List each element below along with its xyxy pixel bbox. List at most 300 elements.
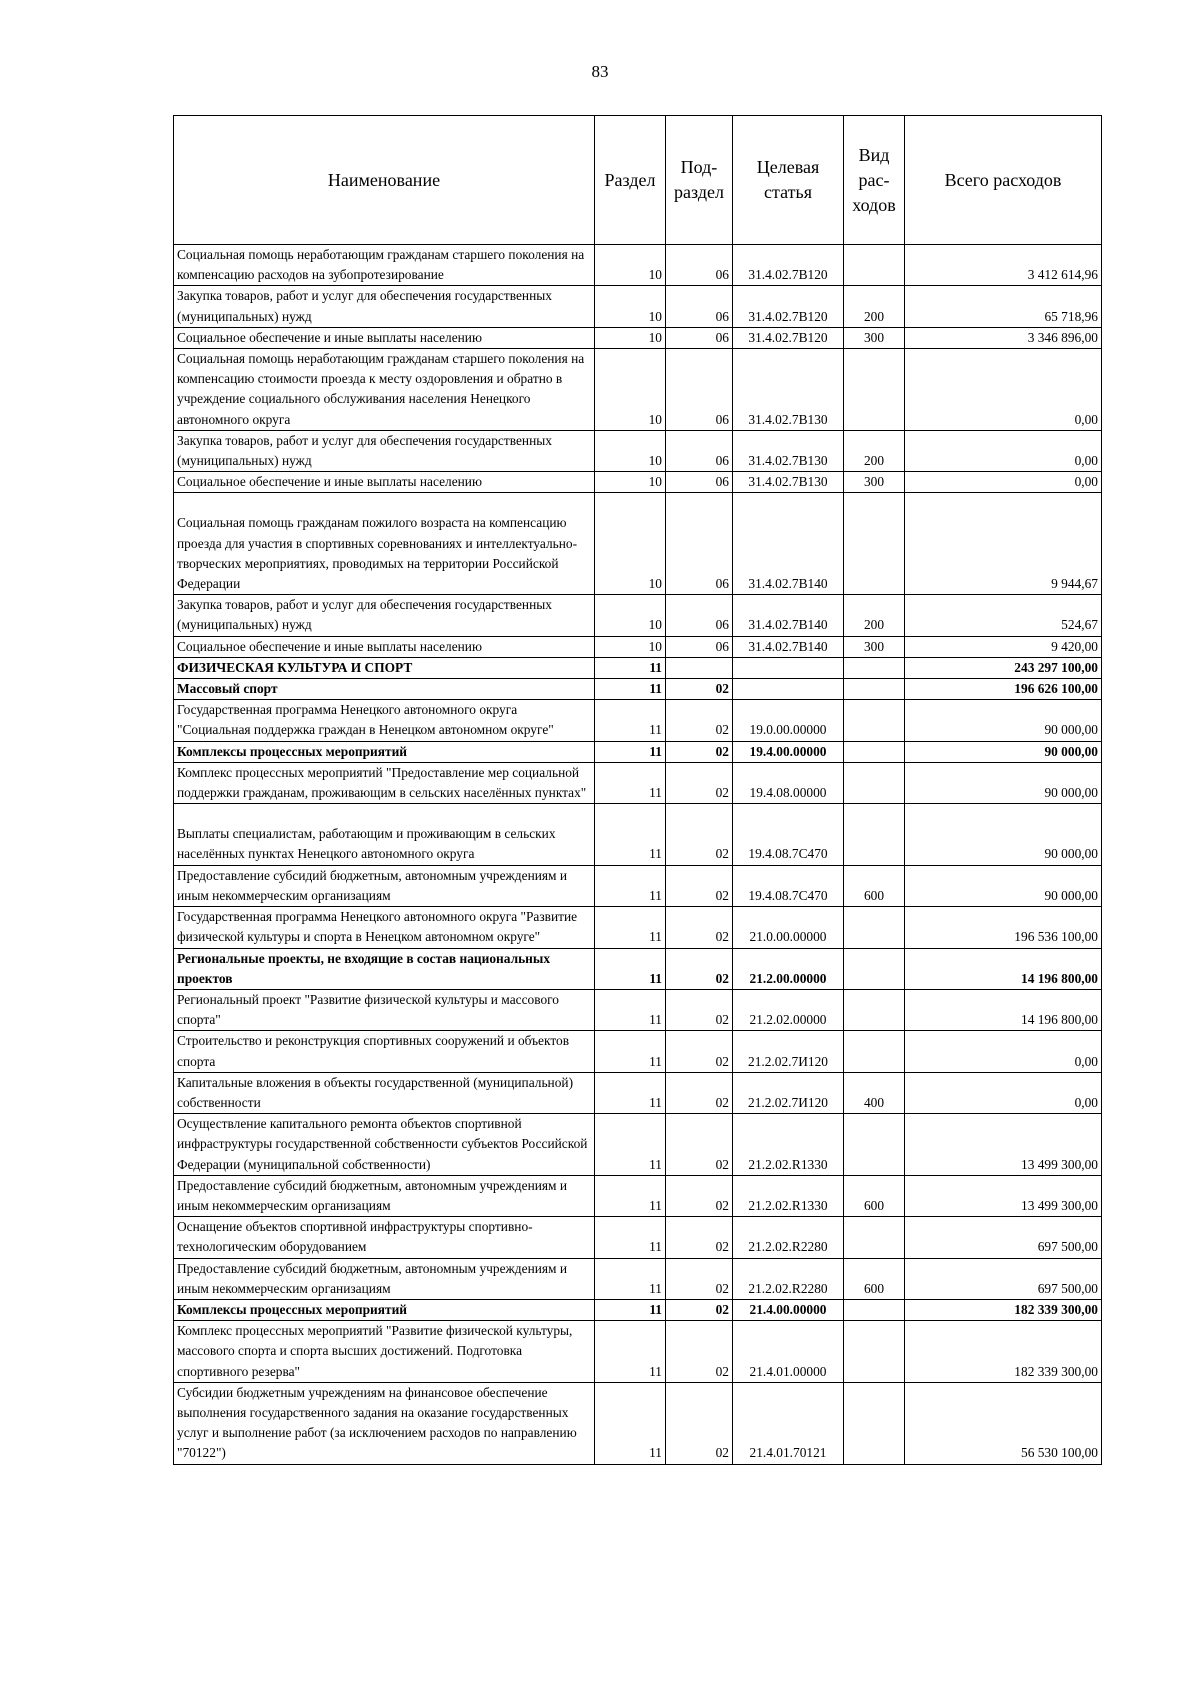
cell-total-text: 90 000,00 bbox=[1044, 846, 1098, 862]
table-row bbox=[174, 989, 1102, 1030]
header-name: Наименование bbox=[174, 116, 595, 245]
cell-total-text: 3 412 614,96 bbox=[1027, 267, 1098, 283]
cell-podrazdel-text: 06 bbox=[715, 267, 729, 283]
cell-celevaya-text: 21.2.02.7И120 bbox=[748, 1053, 828, 1069]
cell-name-text: Предоставление субсидий бюджетным, автономным учреждениям и иным некоммерческим организациям bbox=[177, 1177, 568, 1213]
cell-razdel bbox=[595, 804, 666, 865]
cell-vid bbox=[844, 989, 905, 1030]
cell-vid-text: 600 bbox=[863, 1197, 885, 1213]
cell-total-text: 13 499 300,00 bbox=[1021, 1197, 1098, 1213]
cell-podrazdel-text: 02 bbox=[715, 1363, 729, 1379]
cell-podrazdel bbox=[666, 1114, 733, 1176]
cell-total-text: 0,00 bbox=[1074, 411, 1098, 427]
cell-celevaya bbox=[733, 700, 844, 741]
cell-total-text: 90 000,00 bbox=[1044, 743, 1098, 759]
cell-podrazdel bbox=[666, 989, 733, 1030]
cell-total-text: 196 626 100,00 bbox=[1014, 681, 1098, 697]
table-row bbox=[174, 679, 1102, 700]
cell-total-text: 243 297 100,00 bbox=[1014, 659, 1098, 675]
cell-podrazdel bbox=[666, 804, 733, 865]
cell-vid bbox=[844, 1114, 905, 1176]
cell-total-text: 0,00 bbox=[1074, 1053, 1098, 1069]
cell-vid bbox=[844, 1299, 905, 1320]
cell-name bbox=[174, 595, 595, 636]
cell-total-text: 90 000,00 bbox=[1044, 887, 1098, 903]
cell-razdel bbox=[595, 1217, 666, 1258]
cell-razdel bbox=[595, 493, 666, 595]
cell-name-text: Региональные проекты, не входящие в состав национальных проектов bbox=[177, 950, 551, 986]
table-row bbox=[174, 245, 1102, 286]
cell-vid-text: 200 bbox=[863, 308, 885, 324]
cell-razdel bbox=[595, 430, 666, 471]
cell-name-text: ФИЗИЧЕСКАЯ КУЛЬТУРА И СПОРТ bbox=[177, 659, 413, 675]
cell-name bbox=[174, 1217, 595, 1258]
cell-razdel bbox=[595, 989, 666, 1030]
cell-vid-text: 400 bbox=[863, 1094, 885, 1110]
cell-celevaya-text: 31.4.02.7В120 bbox=[748, 308, 828, 324]
cell-total-text: 56 530 100,00 bbox=[1021, 1445, 1098, 1461]
table-row bbox=[174, 804, 1102, 865]
cell-vid bbox=[844, 327, 905, 348]
cell-total bbox=[905, 493, 1102, 595]
cell-razdel bbox=[595, 762, 666, 803]
cell-total-text: 13 499 300,00 bbox=[1021, 1156, 1098, 1172]
cell-celevaya-text: 21.0.00.00000 bbox=[749, 929, 827, 945]
cell-total bbox=[905, 741, 1102, 762]
table-row bbox=[174, 472, 1102, 493]
cell-razdel-text: 11 bbox=[649, 1280, 662, 1296]
cell-razdel bbox=[595, 1072, 666, 1113]
table-row bbox=[174, 493, 1102, 595]
cell-celevaya bbox=[733, 1382, 844, 1464]
cell-total-text: 65 718,96 bbox=[1044, 308, 1098, 324]
cell-razdel-text: 10 bbox=[648, 617, 662, 633]
cell-podrazdel-text: 02 bbox=[715, 1094, 729, 1110]
cell-razdel-text: 11 bbox=[649, 1012, 662, 1028]
cell-razdel bbox=[595, 286, 666, 327]
cell-podrazdel bbox=[666, 286, 733, 327]
cell-vid bbox=[844, 1175, 905, 1216]
cell-celevaya-text: 31.4.02.7В120 bbox=[748, 267, 828, 283]
cell-razdel-text: 11 bbox=[649, 659, 662, 675]
cell-razdel bbox=[595, 700, 666, 741]
table-row bbox=[174, 595, 1102, 636]
cell-celevaya bbox=[733, 948, 844, 989]
cell-total bbox=[905, 1031, 1102, 1072]
cell-name-text: Комплекс процессных мероприятий "Предоставление мер социальной поддержки гражданам, проживающим в сельских населённых пунктах" bbox=[177, 764, 587, 801]
cell-name bbox=[174, 1299, 595, 1320]
cell-total bbox=[905, 595, 1102, 636]
cell-name bbox=[174, 1031, 595, 1072]
header-vid: Вид рас-ходов bbox=[844, 116, 905, 245]
cell-razdel-text: 11 bbox=[649, 681, 662, 697]
cell-celevaya bbox=[733, 430, 844, 471]
cell-total-text: 90 000,00 bbox=[1044, 785, 1098, 801]
table-body bbox=[174, 245, 1102, 1465]
cell-razdel bbox=[595, 636, 666, 657]
cell-razdel-text: 10 bbox=[648, 453, 662, 469]
cell-total bbox=[905, 700, 1102, 741]
table-row bbox=[174, 1031, 1102, 1072]
cell-celevaya bbox=[733, 865, 844, 906]
cell-total bbox=[905, 327, 1102, 348]
cell-vid bbox=[844, 1031, 905, 1072]
cell-celevaya bbox=[733, 493, 844, 595]
cell-name bbox=[174, 700, 595, 741]
table-row bbox=[174, 1217, 1102, 1258]
cell-celevaya-text: 31.4.02.7В130 bbox=[748, 474, 828, 490]
cell-vid bbox=[844, 1072, 905, 1113]
cell-total bbox=[905, 657, 1102, 678]
cell-vid bbox=[844, 1321, 905, 1383]
table-row bbox=[174, 1114, 1102, 1176]
cell-name-text: Государственная программа Ненецкого автономного округа "Развитие физической культуры и спорта в Ненецком автономном округе" bbox=[177, 909, 578, 945]
table-row bbox=[174, 948, 1102, 989]
cell-podrazdel bbox=[666, 1321, 733, 1383]
cell-razdel-text: 11 bbox=[649, 929, 662, 945]
cell-podrazdel-text: 06 bbox=[715, 617, 729, 633]
table-row bbox=[174, 657, 1102, 678]
cell-total bbox=[905, 804, 1102, 865]
cell-razdel bbox=[595, 595, 666, 636]
table-row bbox=[174, 286, 1102, 327]
cell-name bbox=[174, 245, 595, 286]
cell-name bbox=[174, 1114, 595, 1176]
cell-vid bbox=[844, 948, 905, 989]
cell-celevaya-text: 19.4.08.7С470 bbox=[748, 887, 828, 903]
cell-celevaya bbox=[733, 1258, 844, 1299]
table-row bbox=[174, 907, 1102, 948]
cell-celevaya-text: 21.4.01.70121 bbox=[749, 1445, 827, 1461]
cell-celevaya bbox=[733, 989, 844, 1030]
cell-vid bbox=[844, 595, 905, 636]
cell-total-text: 0,00 bbox=[1074, 474, 1098, 490]
cell-celevaya bbox=[733, 907, 844, 948]
cell-name-text: Социальная помощь неработающим гражданам старшего поколения на компенсацию стоимости проезда к месту оздоровления и обратно в учреждение социального обслуживания населения Ненецкого автономного округа bbox=[177, 351, 585, 427]
table-row bbox=[174, 762, 1102, 803]
cell-razdel-text: 11 bbox=[649, 743, 662, 759]
cell-podrazdel-text: 02 bbox=[715, 970, 729, 986]
cell-celevaya bbox=[733, 679, 844, 700]
cell-celevaya-text: 31.4.02.7В140 bbox=[748, 617, 828, 633]
cell-razdel-text: 11 bbox=[649, 1197, 662, 1213]
cell-razdel bbox=[595, 907, 666, 948]
cell-podrazdel bbox=[666, 679, 733, 700]
cell-razdel-text: 11 bbox=[649, 1053, 662, 1069]
cell-total bbox=[905, 1072, 1102, 1113]
cell-total bbox=[905, 1175, 1102, 1216]
cell-podrazdel bbox=[666, 762, 733, 803]
cell-total bbox=[905, 762, 1102, 803]
cell-name-text: Массовый спорт bbox=[177, 681, 278, 697]
cell-name bbox=[174, 636, 595, 657]
cell-name bbox=[174, 493, 595, 595]
cell-podrazdel bbox=[666, 472, 733, 493]
cell-celevaya-text: 21.2.02.R1330 bbox=[748, 1197, 828, 1213]
cell-vid-text: 300 bbox=[863, 638, 885, 654]
cell-total bbox=[905, 1382, 1102, 1464]
cell-razdel-text: 10 bbox=[648, 308, 662, 324]
cell-razdel bbox=[595, 865, 666, 906]
cell-podrazdel bbox=[666, 657, 733, 678]
cell-razdel bbox=[595, 948, 666, 989]
cell-razdel-text: 11 bbox=[649, 722, 662, 738]
cell-name-text: Закупка товаров, работ и услуг для обеспечения государственных (муниципальных) нужд bbox=[177, 288, 552, 324]
cell-name-text: Государственная программа Ненецкого автономного округа "Социальная поддержка граждан в Ненецком автономном округе" bbox=[177, 702, 554, 738]
cell-total bbox=[905, 349, 1102, 431]
cell-celevaya bbox=[733, 1299, 844, 1320]
cell-razdel bbox=[595, 327, 666, 348]
cell-vid bbox=[844, 245, 905, 286]
table-header bbox=[174, 116, 1102, 245]
cell-name bbox=[174, 989, 595, 1030]
cell-celevaya-text: 21.2.02.7И120 bbox=[748, 1094, 828, 1110]
cell-razdel-text: 10 bbox=[648, 329, 662, 345]
cell-podrazdel bbox=[666, 493, 733, 595]
cell-razdel-text: 11 bbox=[649, 1363, 662, 1379]
cell-vid bbox=[844, 349, 905, 431]
cell-podrazdel-text: 06 bbox=[715, 411, 729, 427]
cell-podrazdel-text: 02 bbox=[715, 1053, 729, 1069]
cell-celevaya bbox=[733, 657, 844, 678]
cell-podrazdel bbox=[666, 741, 733, 762]
cell-celevaya bbox=[733, 1175, 844, 1216]
cell-podrazdel bbox=[666, 327, 733, 348]
cell-name bbox=[174, 1072, 595, 1113]
cell-razdel-text: 11 bbox=[649, 887, 662, 903]
cell-vid bbox=[844, 762, 905, 803]
cell-vid bbox=[844, 657, 905, 678]
cell-total bbox=[905, 989, 1102, 1030]
budget-table bbox=[173, 115, 1102, 1465]
cell-vid bbox=[844, 493, 905, 595]
cell-celevaya bbox=[733, 1321, 844, 1383]
cell-total bbox=[905, 679, 1102, 700]
cell-celevaya bbox=[733, 1217, 844, 1258]
cell-total-text: 14 196 800,00 bbox=[1021, 1012, 1098, 1028]
cell-celevaya bbox=[733, 762, 844, 803]
header-celevaya: Целевая статья bbox=[733, 116, 844, 245]
cell-celevaya bbox=[733, 741, 844, 762]
cell-name-text: Социальная помощь гражданам пожилого возраста на компенсацию проезда для участия в спортивных соревнованиях и интеллектуально-творческих мероприятиях, проводимых на территории Российской Федерации bbox=[177, 515, 578, 592]
header-razdel: Раздел bbox=[595, 116, 666, 245]
cell-celevaya-text: 31.4.02.7В130 bbox=[748, 453, 828, 469]
cell-podrazdel bbox=[666, 907, 733, 948]
cell-podrazdel-text: 02 bbox=[715, 1239, 729, 1255]
cell-total-text: 9 420,00 bbox=[1051, 638, 1098, 654]
cell-vid-text: 600 bbox=[863, 1280, 885, 1296]
cell-total-text: 9 944,67 bbox=[1051, 576, 1098, 592]
cell-vid bbox=[844, 679, 905, 700]
cell-razdel bbox=[595, 1382, 666, 1464]
cell-name bbox=[174, 430, 595, 471]
cell-name-text: Строительство и реконструкция спортивных сооружений и объектов спорта bbox=[177, 1033, 570, 1069]
cell-celevaya bbox=[733, 1114, 844, 1176]
cell-razdel-text: 11 bbox=[649, 846, 662, 862]
cell-podrazdel bbox=[666, 1031, 733, 1072]
cell-podrazdel bbox=[666, 1258, 733, 1299]
cell-celevaya-text: 31.4.02.7В130 bbox=[748, 411, 828, 427]
cell-total bbox=[905, 865, 1102, 906]
cell-celevaya-text: 31.4.02.7В120 bbox=[748, 329, 828, 345]
cell-total bbox=[905, 1114, 1102, 1176]
table-row bbox=[174, 741, 1102, 762]
cell-celevaya bbox=[733, 636, 844, 657]
cell-vid bbox=[844, 741, 905, 762]
cell-name-text: Социальное обеспечение и иные выплаты населению bbox=[177, 329, 482, 345]
cell-podrazdel bbox=[666, 430, 733, 471]
cell-total-text: 14 196 800,00 bbox=[1021, 970, 1098, 986]
cell-total-text: 524,67 bbox=[1061, 617, 1098, 633]
cell-celevaya bbox=[733, 472, 844, 493]
cell-name bbox=[174, 679, 595, 700]
cell-podrazdel-text: 06 bbox=[715, 576, 729, 592]
cell-razdel bbox=[595, 349, 666, 431]
cell-razdel-text: 11 bbox=[649, 1301, 662, 1317]
cell-vid-text: 200 bbox=[863, 453, 885, 469]
cell-celevaya-text: 19.0.00.00000 bbox=[749, 722, 827, 738]
cell-vid bbox=[844, 804, 905, 865]
cell-vid bbox=[844, 430, 905, 471]
cell-name bbox=[174, 762, 595, 803]
table-row bbox=[174, 430, 1102, 471]
cell-vid-text: 600 bbox=[863, 887, 885, 903]
cell-podrazdel bbox=[666, 349, 733, 431]
cell-celevaya bbox=[733, 349, 844, 431]
cell-razdel bbox=[595, 741, 666, 762]
cell-vid bbox=[844, 286, 905, 327]
table-row bbox=[174, 1175, 1102, 1216]
table-row bbox=[174, 1321, 1102, 1383]
cell-total-text: 697 500,00 bbox=[1037, 1280, 1098, 1296]
table-row bbox=[174, 865, 1102, 906]
cell-total bbox=[905, 1299, 1102, 1320]
cell-name bbox=[174, 657, 595, 678]
header-row bbox=[174, 116, 1102, 245]
cell-vid bbox=[844, 472, 905, 493]
cell-razdel-text: 11 bbox=[649, 970, 662, 986]
cell-name bbox=[174, 1321, 595, 1383]
table-row bbox=[174, 1072, 1102, 1113]
cell-podrazdel-text: 02 bbox=[715, 743, 729, 759]
cell-podrazdel-text: 06 bbox=[715, 453, 729, 469]
cell-razdel bbox=[595, 1031, 666, 1072]
cell-podrazdel-text: 06 bbox=[715, 308, 729, 324]
cell-name-text: Социальная помощь неработающим гражданам старшего поколения на компенсацию расходов на зубопротезирование bbox=[177, 247, 585, 283]
cell-podrazdel-text: 02 bbox=[715, 887, 729, 903]
cell-celevaya-text: 21.2.02.00000 bbox=[749, 1012, 827, 1028]
cell-podrazdel-text: 02 bbox=[715, 1280, 729, 1296]
table-row bbox=[174, 700, 1102, 741]
table-row bbox=[174, 349, 1102, 431]
cell-name bbox=[174, 741, 595, 762]
cell-total bbox=[905, 1321, 1102, 1383]
cell-celevaya-text: 19.4.00.00000 bbox=[749, 743, 827, 759]
cell-celevaya bbox=[733, 245, 844, 286]
cell-podrazdel bbox=[666, 1217, 733, 1258]
cell-name bbox=[174, 907, 595, 948]
cell-name-text: Предоставление субсидий бюджетным, автономным учреждениям и иным некоммерческим организациям bbox=[177, 867, 568, 903]
cell-razdel bbox=[595, 1321, 666, 1383]
cell-total-text: 182 339 300,00 bbox=[1014, 1301, 1098, 1317]
cell-razdel bbox=[595, 1114, 666, 1176]
cell-razdel-text: 11 bbox=[649, 1156, 662, 1172]
cell-razdel bbox=[595, 1258, 666, 1299]
cell-podrazdel-text: 02 bbox=[715, 846, 729, 862]
cell-podrazdel-text: 02 bbox=[715, 785, 729, 801]
cell-razdel-text: 10 bbox=[648, 474, 662, 490]
cell-total bbox=[905, 245, 1102, 286]
cell-podrazdel-text: 02 bbox=[715, 1197, 729, 1213]
cell-name bbox=[174, 286, 595, 327]
table-row bbox=[174, 1299, 1102, 1320]
cell-podrazdel bbox=[666, 948, 733, 989]
cell-name bbox=[174, 948, 595, 989]
cell-podrazdel bbox=[666, 245, 733, 286]
cell-celevaya bbox=[733, 595, 844, 636]
cell-vid bbox=[844, 700, 905, 741]
row-spacer bbox=[177, 493, 591, 513]
cell-razdel-text: 11 bbox=[649, 785, 662, 801]
cell-podrazdel bbox=[666, 1299, 733, 1320]
cell-podrazdel-text: 02 bbox=[715, 722, 729, 738]
cell-vid bbox=[844, 1382, 905, 1464]
cell-total bbox=[905, 430, 1102, 471]
cell-podrazdel-text: 02 bbox=[715, 1445, 729, 1461]
cell-name-text: Комплекс процессных мероприятий "Развитие физической культуры, массового спорта и спорта высших достижений. Подготовка спортивного резерва" bbox=[177, 1323, 573, 1379]
page-number: 83 bbox=[591, 62, 609, 81]
cell-celevaya-text: 19.4.08.7С470 bbox=[748, 846, 828, 862]
cell-total-text: 196 536 100,00 bbox=[1014, 929, 1098, 945]
cell-name-text: Оснащение объектов спортивной инфраструктуры спортивно-технологическим оборудованием bbox=[177, 1219, 533, 1255]
cell-celevaya-text: 31.4.02.7В140 bbox=[748, 576, 828, 592]
row-spacer bbox=[177, 804, 591, 824]
cell-vid bbox=[844, 636, 905, 657]
cell-total bbox=[905, 286, 1102, 327]
cell-podrazdel-text: 02 bbox=[715, 681, 729, 697]
cell-celevaya bbox=[733, 1031, 844, 1072]
cell-vid-text: 300 bbox=[863, 474, 885, 490]
cell-name-text: Выплаты специалистам, работающим и проживающим в сельских населённых пунктах Ненецкого автономного округа bbox=[177, 826, 556, 862]
cell-celevaya-text: 19.4.08.00000 bbox=[749, 785, 827, 801]
header-total: Всего расходов bbox=[905, 116, 1102, 245]
cell-podrazdel bbox=[666, 595, 733, 636]
cell-podrazdel-text: 02 bbox=[715, 1012, 729, 1028]
cell-total bbox=[905, 948, 1102, 989]
cell-name bbox=[174, 1175, 595, 1216]
cell-podrazdel-text: 06 bbox=[715, 329, 729, 345]
cell-name-text: Осуществление капитального ремонта объектов спортивной инфраструктуры государственной собственности субъектов Российской Федерации (муниципальной собственности) bbox=[177, 1116, 588, 1172]
cell-total bbox=[905, 636, 1102, 657]
cell-name-text: Закупка товаров, работ и услуг для обеспечения государственных (муниципальных) нужд bbox=[177, 432, 552, 469]
cell-celevaya-text: 21.2.02.R2280 bbox=[748, 1239, 828, 1255]
cell-podrazdel-text: 06 bbox=[715, 474, 729, 490]
header-podrazdel: Под-раздел bbox=[666, 116, 733, 245]
cell-name bbox=[174, 472, 595, 493]
cell-razdel-text: 11 bbox=[649, 1239, 662, 1255]
cell-total-text: 0,00 bbox=[1074, 1094, 1098, 1110]
cell-name bbox=[174, 349, 595, 431]
cell-podrazdel bbox=[666, 1072, 733, 1113]
cell-razdel-text: 10 bbox=[648, 411, 662, 427]
cell-name-text: Предоставление субсидий бюджетным, автономным учреждениям и иным некоммерческим организациям bbox=[177, 1260, 568, 1296]
cell-razdel bbox=[595, 657, 666, 678]
cell-total-text: 0,00 bbox=[1074, 453, 1098, 469]
cell-name-text: Комплексы процессных мероприятий bbox=[177, 1301, 408, 1317]
cell-podrazdel-text: 02 bbox=[715, 929, 729, 945]
cell-razdel bbox=[595, 245, 666, 286]
cell-vid-text: 300 bbox=[863, 329, 885, 345]
